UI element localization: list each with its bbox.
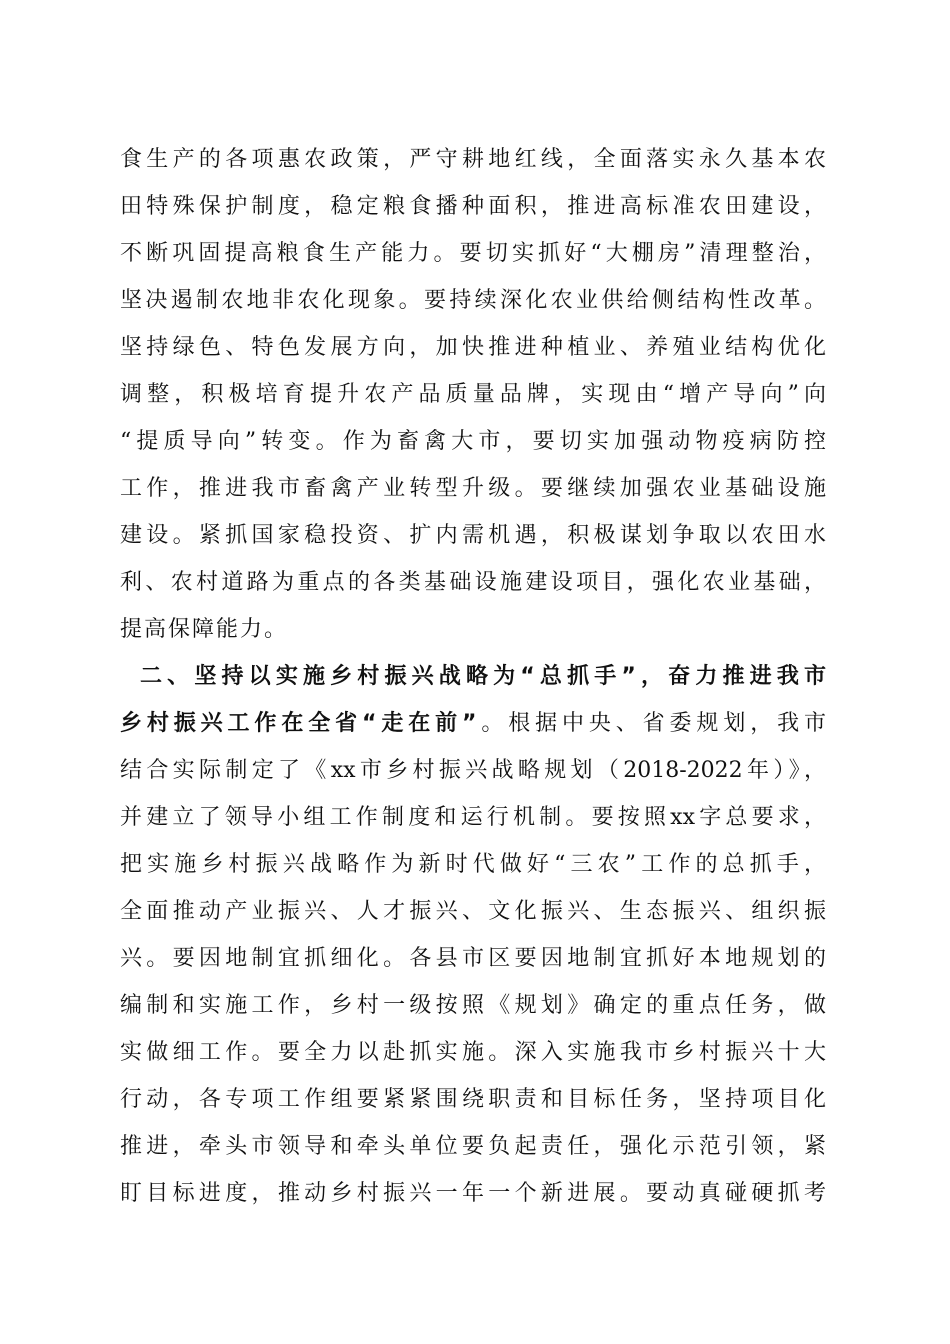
text-line: 编制和实施工作，乡村一级按照《规划》确定的重点任务，做 [120,993,826,1018]
section-heading: 二、坚持以实施乡村振兴战略为“总抓手”，奋力推进我市 [140,664,826,689]
text-line: “提质导向”转变。作为畜禽大市，要切实加强动物疫病防控 [120,429,826,454]
text-line: 全面推动产业振兴、人才振兴、文化振兴、生态振兴、组织振 [120,899,826,924]
text-line: 调整，积极培育提升农产品质量品牌，实现由“增产导向”向 [120,382,826,407]
text-line: 田特殊保护制度，稳定粮食播种面积，推进高标准农田建设， [120,194,826,219]
text-line: 建设。紧抓国家稳投资、扩内需机遇，积极谋划争取以农田水 [120,523,826,548]
section-heading-continued: 乡村振兴工作在全省“走在前” [120,711,477,736]
text-line: 结合实际制定了《xx市乡村振兴战略规划（2018-2022年）》， [120,758,826,783]
text-line: 坚持绿色、特色发展方向，加快推进种植业、养殖业结构优化 [120,335,826,360]
text-line: 食生产的各项惠农政策，严守耕地红线，全面落实永久基本农 [120,147,826,172]
section-heading-line [140,653,826,700]
text-line: 不断巩固提高粮食生产能力。要切实抓好“大棚房”清理整治， [120,241,826,266]
text-line: 推进，牵头市领导和牵头单位要负起责任，强化示范引领，紧 [120,1134,826,1159]
text-line: 兴。要因地制宜抓细化。各县市区要因地制宜抓好本地规划的 [120,946,826,971]
text-line: 提高保障能力。 [120,617,289,642]
text-line: 利、农村道路为重点的各类基础设施建设项目，强化农业基础， [120,570,826,595]
paragraph-2-line [120,700,826,747]
text-line: 实做细工作。要全力以赴抓实施。深入实施我市乡村振兴十大 [120,1040,826,1065]
text-line: 把实施乡村振兴战略作为新时代做好“三农”工作的总抓手， [120,852,826,877]
text-line: 工作，推进我市畜禽产业转型升级。要继续加强农业基础设施 [120,476,826,501]
text-line: 并建立了领导小组工作制度和运行机制。要按照xx字总要求， [120,805,826,830]
body-text: 。根据中央、省委规划，我市 [476,711,826,736]
text-line: 行动，各专项工作组要紧紧围绕职责和目标任务，坚持项目化 [120,1087,826,1112]
text-line: 坚决遏制农地非农化现象。要持续深化农业供给侧结构性改革。 [120,288,826,313]
text-line: 盯目标进度，推动乡村振兴一年一个新进展。要动真碰硬抓考 [120,1181,826,1206]
